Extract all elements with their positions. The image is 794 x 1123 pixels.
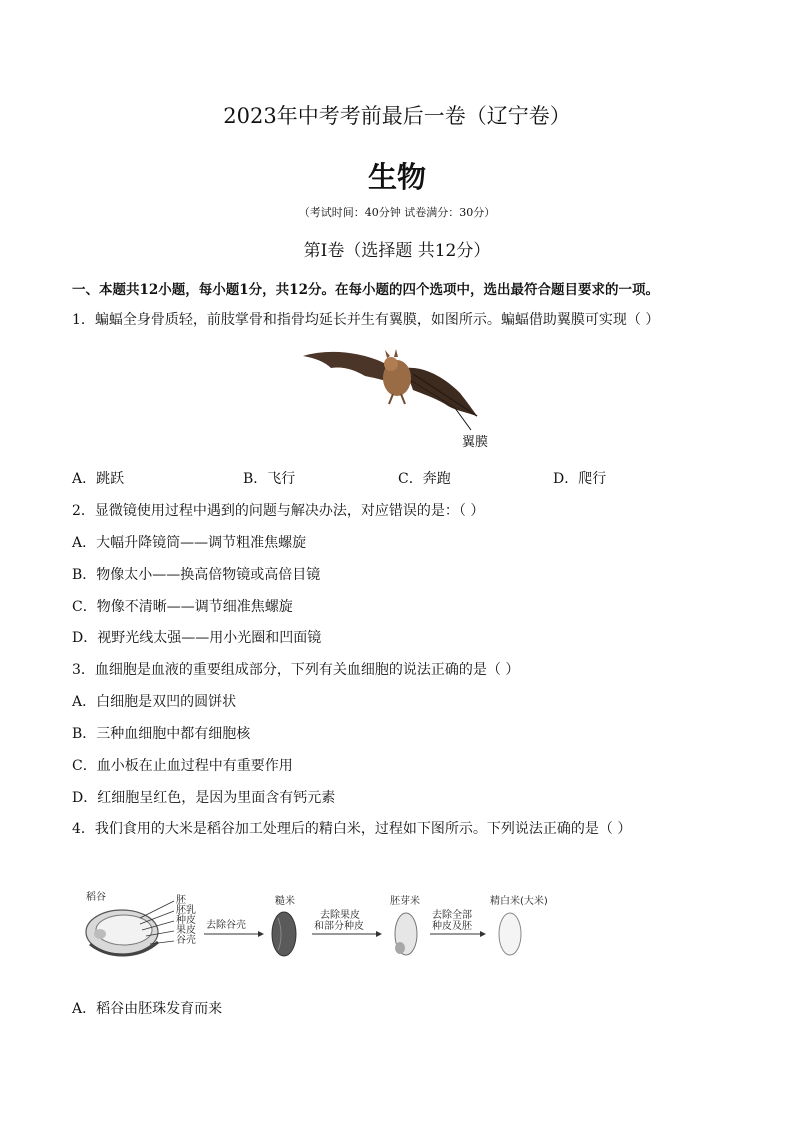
stage-germ-rice-label: 胚芽米	[390, 896, 420, 907]
bat-head	[384, 357, 398, 371]
step-3-label-line2: 种皮及胚	[432, 921, 472, 932]
exam-title: 2023年中考考前最后一卷（辽宁卷）	[223, 104, 571, 128]
part-label-endosperm: 胚乳	[176, 905, 196, 916]
membrane-label: 翼膜	[462, 435, 489, 450]
stage-brown-rice-label: 糙米	[275, 896, 295, 907]
step-3-label-line1: 去除全部	[432, 910, 472, 921]
q1-option-d: D．爬行	[553, 471, 607, 487]
rice-processing-figure	[80, 888, 548, 968]
q3-option-a: A．白细胞是双凹的圆饼状	[72, 694, 237, 710]
q3-option-c: C．血小板在止血过程中有重要作用	[72, 758, 293, 774]
section-instruction: 一、本题共12小题，每小题1分，共12分。在每小题的四个选项中，选出最符合题目要求的一项。	[72, 282, 659, 298]
part-label-husk: 谷壳	[176, 935, 196, 946]
step-2-label-line2: 和部分种皮	[314, 921, 364, 932]
q1-option-b: B．飞行	[243, 471, 296, 487]
q2-option-b: B．物像太小——换高倍物镜或高倍目镜	[72, 567, 321, 583]
q2-option-c: C．物像不清晰——调节细准焦螺旋	[72, 599, 293, 615]
q4-option-a: A．稻谷由胚珠发育而来	[72, 1001, 223, 1017]
brown-rice-grain	[272, 912, 296, 956]
part-label-embryo: 胚	[176, 895, 186, 906]
rice-label: 稻谷	[86, 892, 106, 903]
question-2-stem: 2．显微镜使用过程中遇到的问题与解决办法，对应错误的是：（ ）	[72, 503, 485, 519]
question-4-stem: 4．我们食用的大米是稻谷加工处理后的精白米，过程如下图所示。下列说法正确的是（ ）	[72, 821, 632, 837]
q2-option-d: D．视野光线太强——用小光圈和凹面镜	[72, 630, 322, 646]
bat-figure	[295, 338, 515, 456]
stage-polished-rice-label: 精白米(大米)	[490, 896, 548, 907]
subject-title: 生物	[367, 160, 426, 194]
bat-left-wing	[303, 352, 390, 382]
q3-option-b: B．三种血细胞中都有细胞核	[72, 726, 251, 742]
question-3-stem: 3．血细胞是血液的重要组成部分，下列有关血细胞的说法正确的是（ ）	[72, 662, 520, 678]
q3-option-d: D．红细胞呈红色，是因为里面含有钙元素	[72, 790, 336, 806]
question-1-stem: 1．蝙蝠全身骨质轻，前肢掌骨和指骨均延长并生有翼膜，如图所示。蝙蝠借助翼膜可实现（ ）	[72, 312, 660, 328]
q2-option-a: A．大幅升降镜筒——调节粗准焦螺旋	[72, 535, 307, 551]
part-label-seed-coat: 种皮	[176, 915, 196, 926]
q1-option-c: C．奔跑	[398, 471, 451, 487]
q1-option-a: A．跳跃	[72, 471, 125, 487]
step-1-label: 去除谷壳	[206, 920, 246, 931]
volume-heading: 第Ⅰ卷（选择题 共12分）	[303, 241, 491, 261]
exam-meta: （考试时间：40分钟 试卷满分：30分）	[298, 206, 496, 219]
polished-rice-grain	[499, 913, 521, 955]
step-2-label-line1: 去除果皮	[320, 910, 360, 921]
part-label-pericarp: 果皮	[176, 925, 196, 936]
rice-grain-diagram	[86, 901, 174, 955]
